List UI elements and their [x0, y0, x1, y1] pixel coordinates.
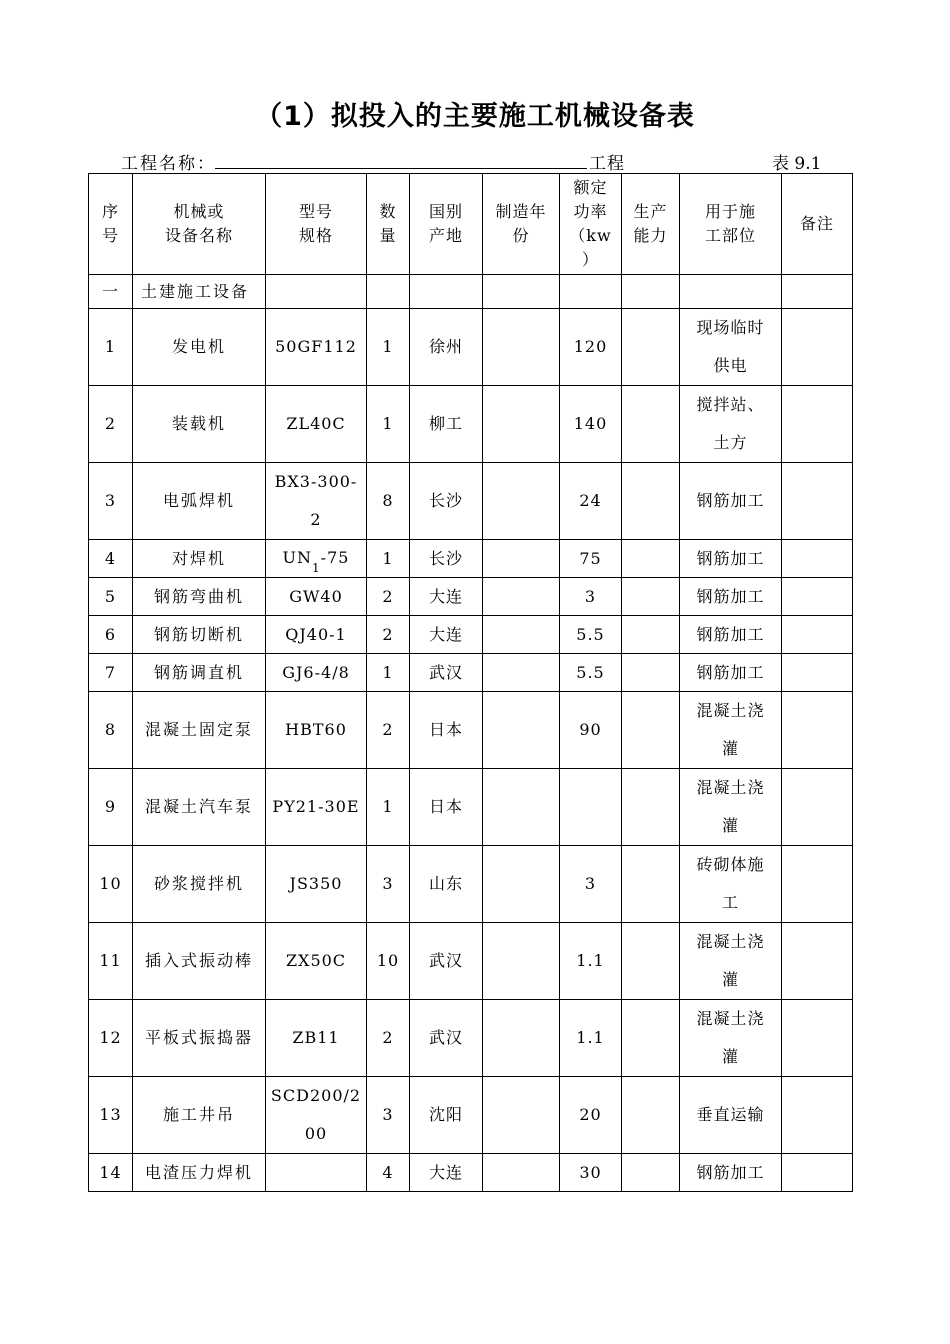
- cell-origin: 徐州: [410, 309, 483, 386]
- table-cell: [680, 275, 782, 309]
- header-model: [266, 174, 367, 275]
- cell-note: [782, 769, 853, 846]
- cell-year: [483, 1000, 560, 1077]
- cell-qty: 2: [367, 616, 410, 654]
- cell-usage: 钢筋加工: [680, 540, 782, 578]
- cell-qty: 2: [367, 1000, 410, 1077]
- cell-qty: 3: [367, 846, 410, 923]
- header-no-text: 序 号: [101, 202, 119, 245]
- cell-no: 2: [89, 386, 133, 463]
- header-qty: [367, 174, 410, 275]
- cell-power: 5.5: [560, 616, 622, 654]
- header-model-text: 型号 规格: [298, 202, 333, 245]
- cell-capacity: [622, 692, 680, 769]
- cell-qty: 1: [367, 386, 410, 463]
- header-year: [483, 174, 560, 275]
- cell-qty: 10: [367, 923, 410, 1000]
- cell-capacity: [622, 1154, 680, 1192]
- table-row: [89, 463, 853, 540]
- cell-model: ZX50C: [266, 923, 367, 1000]
- cell-capacity: [622, 463, 680, 540]
- cell-power: 140: [560, 386, 622, 463]
- table-row: [89, 923, 853, 1000]
- table-cell: [367, 275, 410, 309]
- header-name: [133, 174, 266, 275]
- cell-year: [483, 654, 560, 692]
- cell-name: 施工井吊: [133, 1077, 266, 1154]
- cell-no: 9: [89, 769, 133, 846]
- cell-capacity: [622, 1077, 680, 1154]
- table-row: [89, 692, 853, 769]
- cell-usage: 钢筋加工: [680, 616, 782, 654]
- cell-name: 砂浆搅拌机: [133, 846, 266, 923]
- cell-year: [483, 846, 560, 923]
- cell-origin: 大连: [410, 616, 483, 654]
- cell-name: 插入式振动棒: [133, 923, 266, 1000]
- cell-no: 10: [89, 846, 133, 923]
- cell-origin: 武汉: [410, 1000, 483, 1077]
- project-name-blank-line: [215, 168, 587, 169]
- cell-power: 1.1: [560, 1000, 622, 1077]
- cell-usage: 搅拌站、 土方: [680, 386, 782, 463]
- header-year-text: 制造年 份: [495, 202, 547, 245]
- cell-usage: 混凝土浇 灌: [680, 769, 782, 846]
- cell-qty: 1: [367, 769, 410, 846]
- cell-note: [782, 578, 853, 616]
- cell-note: [782, 309, 853, 386]
- cell-power: 3: [560, 846, 622, 923]
- cell-power: [560, 769, 622, 846]
- header-no: [89, 174, 133, 275]
- cell-no: 1: [89, 309, 133, 386]
- table-row: [89, 1077, 853, 1154]
- cell-note: [782, 692, 853, 769]
- project-name-label: 工程名称：: [121, 154, 216, 174]
- cell-origin: 日本: [410, 692, 483, 769]
- cell-capacity: [622, 654, 680, 692]
- section-no: 一: [89, 275, 133, 309]
- cell-model: $UN_1-75$: [266, 540, 367, 578]
- cell-capacity: [622, 846, 680, 923]
- cell-year: [483, 923, 560, 1000]
- cell-power: 1.1: [560, 923, 622, 1000]
- header-note-text: 备注: [799, 214, 834, 233]
- cell-year: [483, 309, 560, 386]
- header-name-text: 机械或 设备名称: [164, 202, 233, 245]
- cell-power: 24: [560, 463, 622, 540]
- cell-model: HBT60: [266, 692, 367, 769]
- cell-note: [782, 616, 853, 654]
- cell-note: [782, 1000, 853, 1077]
- table-header-row: [89, 174, 853, 275]
- table-row: [89, 846, 853, 923]
- cell-qty: 4: [367, 1154, 410, 1192]
- header-capacity-text: 生产 能力: [633, 202, 668, 245]
- cell-qty: 1: [367, 540, 410, 578]
- table-row: [89, 1000, 853, 1077]
- cell-origin: 山东: [410, 846, 483, 923]
- table-cell: [782, 275, 853, 309]
- cell-qty: 3: [367, 1077, 410, 1154]
- cell-year: [483, 1077, 560, 1154]
- cell-origin: 长沙: [410, 540, 483, 578]
- cell-capacity: [622, 1000, 680, 1077]
- table-row: [89, 616, 853, 654]
- header-power-text: 额定 功率 （kw ）: [569, 178, 612, 269]
- cell-year: [483, 1154, 560, 1192]
- cell-year: [483, 540, 560, 578]
- cell-model: QJ40-1: [266, 616, 367, 654]
- cell-no: 7: [89, 654, 133, 692]
- cell-power: 5.5: [560, 654, 622, 692]
- cell-model: PY21-30E: [266, 769, 367, 846]
- header-origin: [410, 174, 483, 275]
- cell-model: GJ6-4/8: [266, 654, 367, 692]
- table-number: 表 9.1: [772, 154, 822, 174]
- cell-note: [782, 386, 853, 463]
- table-cell: [560, 275, 622, 309]
- cell-qty: 8: [367, 463, 410, 540]
- cell-no: 6: [89, 616, 133, 654]
- cell-year: [483, 578, 560, 616]
- cell-name: 电渣压力焊机: [133, 1154, 266, 1192]
- cell-capacity: [622, 616, 680, 654]
- cell-capacity: [622, 578, 680, 616]
- table-cell: [483, 275, 560, 309]
- cell-qty: 2: [367, 692, 410, 769]
- cell-model: 50GF112: [266, 309, 367, 386]
- cell-note: [782, 1077, 853, 1154]
- cell-origin: 沈阳: [410, 1077, 483, 1154]
- cell-capacity: [622, 309, 680, 386]
- cell-usage: 钢筋加工: [680, 578, 782, 616]
- cell-no: 12: [89, 1000, 133, 1077]
- cell-no: 8: [89, 692, 133, 769]
- cell-capacity: [622, 769, 680, 846]
- cell-origin: 大连: [410, 578, 483, 616]
- page-title: （1）拟投入的主要施工机械设备表: [255, 101, 695, 132]
- cell-usage: 垂直运输: [680, 1077, 782, 1154]
- cell-qty: 1: [367, 654, 410, 692]
- cell-note: [782, 463, 853, 540]
- header-origin-text: 国别 产地: [428, 202, 463, 245]
- cell-qty: 1: [367, 309, 410, 386]
- cell-year: [483, 692, 560, 769]
- table-row: [89, 386, 853, 463]
- cell-model: ZB11: [266, 1000, 367, 1077]
- cell-usage: 砖砌体施 工: [680, 846, 782, 923]
- cell-model: BX3-300- 2: [266, 463, 367, 540]
- header-qty-text: 数 量: [379, 202, 397, 245]
- cell-no: 5: [89, 578, 133, 616]
- header-usage: [680, 174, 782, 275]
- table-row: [89, 540, 853, 578]
- project-name-suffix: 工程: [589, 154, 625, 174]
- cell-no: 13: [89, 1077, 133, 1154]
- cell-name: 钢筋弯曲机: [133, 578, 266, 616]
- cell-name: 混凝土固定泵: [133, 692, 266, 769]
- header-note: [782, 174, 853, 275]
- header-capacity: [622, 174, 680, 275]
- cell-year: [483, 616, 560, 654]
- cell-origin: 长沙: [410, 463, 483, 540]
- cell-origin: 武汉: [410, 923, 483, 1000]
- cell-note: [782, 846, 853, 923]
- cell-capacity: [622, 923, 680, 1000]
- cell-usage: 现场临时 供电: [680, 309, 782, 386]
- cell-power: 20: [560, 1077, 622, 1154]
- cell-note: [782, 923, 853, 1000]
- cell-name: 对焊机: [133, 540, 266, 578]
- cell-name: 装载机: [133, 386, 266, 463]
- cell-name: 钢筋切断机: [133, 616, 266, 654]
- cell-usage: 钢筋加工: [680, 654, 782, 692]
- cell-model: JS350: [266, 846, 367, 923]
- cell-usage: 混凝土浇 灌: [680, 692, 782, 769]
- cell-usage: 混凝土浇 灌: [680, 923, 782, 1000]
- cell-power: 30: [560, 1154, 622, 1192]
- equipment-table: [88, 173, 853, 1192]
- cell-note: [782, 1154, 853, 1192]
- cell-capacity: [622, 386, 680, 463]
- cell-year: [483, 463, 560, 540]
- table-row: [89, 1154, 853, 1192]
- cell-name: 电弧焊机: [133, 463, 266, 540]
- model-subscript: 1: [312, 561, 321, 575]
- cell-no: 4: [89, 540, 133, 578]
- cell-no: 3: [89, 463, 133, 540]
- section-row: [89, 275, 853, 309]
- cell-capacity: [622, 540, 680, 578]
- cell-model: ZL40C: [266, 386, 367, 463]
- cell-name: 混凝土汽车泵: [133, 769, 266, 846]
- cell-usage: 钢筋加工: [680, 463, 782, 540]
- cell-name: 平板式振捣器: [133, 1000, 266, 1077]
- cell-power: 3: [560, 578, 622, 616]
- cell-model: GW40: [266, 578, 367, 616]
- cell-no: 11: [89, 923, 133, 1000]
- cell-model: SCD200/2 00: [266, 1077, 367, 1154]
- cell-usage: 钢筋加工: [680, 1154, 782, 1192]
- table-row: [89, 309, 853, 386]
- table-row: [89, 654, 853, 692]
- cell-model: [266, 1154, 367, 1192]
- table-cell: [266, 275, 367, 309]
- cell-power: 90: [560, 692, 622, 769]
- cell-power: 75: [560, 540, 622, 578]
- header-power: [560, 174, 622, 275]
- table-row: [89, 769, 853, 846]
- table-row: [89, 578, 853, 616]
- cell-no: 14: [89, 1154, 133, 1192]
- cell-qty: 2: [367, 578, 410, 616]
- cell-power: 120: [560, 309, 622, 386]
- table-cell: [622, 275, 680, 309]
- section-name: 土建施工设备: [133, 275, 266, 309]
- cell-origin: 柳工: [410, 386, 483, 463]
- cell-origin: 武汉: [410, 654, 483, 692]
- cell-note: [782, 540, 853, 578]
- cell-origin: 日本: [410, 769, 483, 846]
- cell-name: 钢筋调直机: [133, 654, 266, 692]
- cell-origin: 大连: [410, 1154, 483, 1192]
- cell-year: [483, 769, 560, 846]
- cell-name: 发电机: [133, 309, 266, 386]
- cell-usage: 混凝土浇 灌: [680, 1000, 782, 1077]
- cell-year: [483, 386, 560, 463]
- cell-note: [782, 654, 853, 692]
- table-cell: [410, 275, 483, 309]
- header-usage-text: 用于施 工部位: [704, 202, 756, 245]
